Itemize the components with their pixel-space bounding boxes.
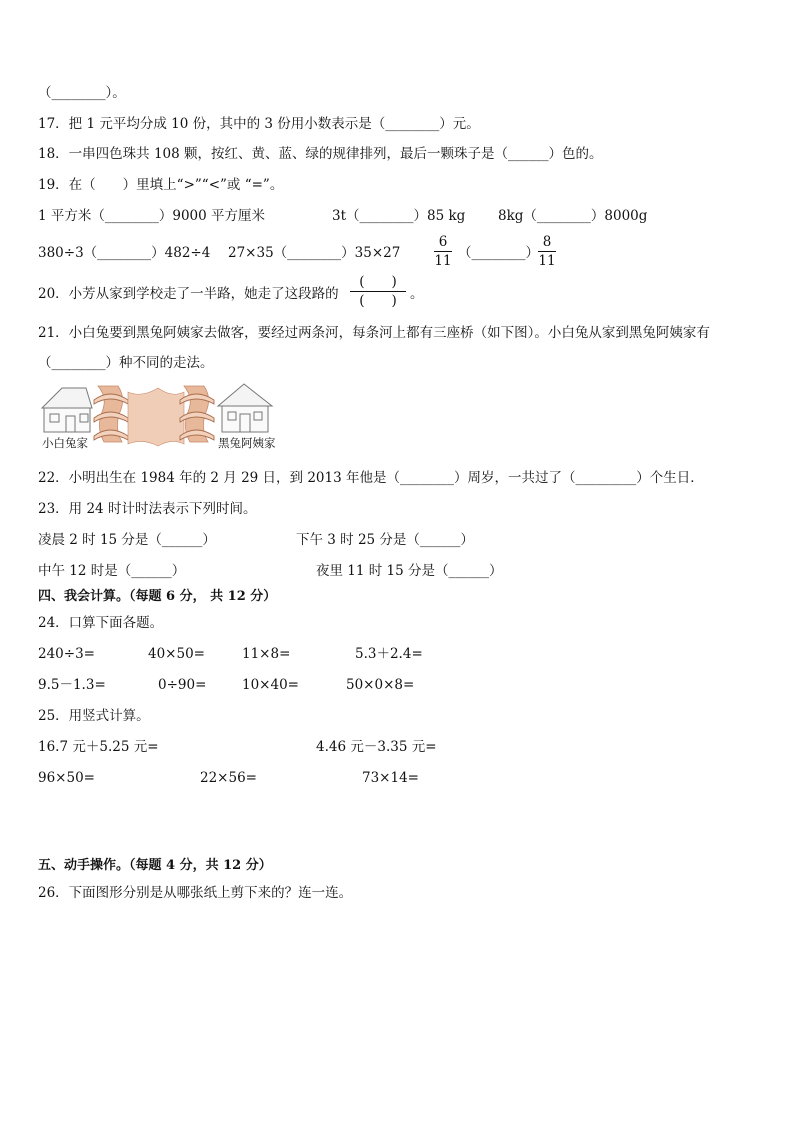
house-icon-right — [218, 384, 272, 432]
fraction-numerator: 6 — [438, 234, 448, 250]
question-22: 22．小明出生在 1984 年的 2 月 29 日，到 2013 年他是（________）周岁，一共过了（_________）个生日． — [38, 470, 704, 486]
q19-fraction-blank: （________） — [458, 245, 539, 261]
q19-item-3: 8kg（________）8000g — [498, 208, 648, 224]
q25-item: 22×56= — [200, 770, 257, 786]
question-24-stem: 24．口算下面各题。 — [38, 615, 164, 631]
q24-item: 10×40= — [242, 677, 299, 693]
label-white-rabbit-home: 小白兔家 — [42, 436, 88, 450]
question-25-stem: 25．用竖式计算。 — [38, 708, 150, 724]
q24-item: 11×8= — [242, 646, 291, 662]
q25-item: 96×50= — [38, 770, 95, 786]
q19-item-1: 1 平方米（________）9000 平方厘米 — [38, 208, 266, 224]
question-26: 26．下面图形分别是从哪张纸上剪下来的？连一连。 — [38, 885, 353, 901]
bridges-illustration — [38, 378, 282, 454]
q24-item: 240÷3= — [38, 646, 95, 662]
q19-fraction-right — [538, 234, 556, 269]
q24-item: 5.3＋2.4= — [355, 646, 423, 662]
fraction-denominator: 11 — [434, 253, 452, 269]
fraction-numerator: ( ) — [359, 274, 397, 290]
q25-item: 73×14= — [362, 770, 419, 786]
house-icon-left — [42, 388, 92, 432]
q19-fraction-left — [434, 234, 452, 269]
q25-item: 4.46 元－3.35 元= — [316, 739, 437, 755]
q24-item: 9.5－1.3= — [38, 677, 106, 693]
q16-tail: （________）。 — [38, 85, 126, 101]
question-23-stem: 23．用 24 时计时法表示下列时间。 — [38, 501, 257, 517]
fraction-numerator: 8 — [542, 234, 552, 250]
q24-item: 50×0×8= — [346, 677, 415, 693]
q20-end: 。 — [410, 286, 424, 302]
q25-item: 16.7 元＋5.25 元= — [38, 739, 159, 755]
section-5-heading: 五、动手操作。（每题 4 分，共 12 分） — [38, 858, 272, 873]
road-middle — [128, 388, 184, 446]
q24-item: 40×50= — [148, 646, 205, 662]
q20-fraction-blank — [350, 274, 406, 309]
question-20: 20．小芳从家到学校走了一半路，她走了这段路的 — [38, 286, 339, 302]
q24-item: 0÷90= — [158, 677, 207, 693]
q19-item-2: 3t（________）85 kg — [332, 208, 466, 224]
fraction-denominator: 11 — [538, 253, 556, 269]
question-17: 17．把 1 元平均分成 10 份，其中的 3 份用小数表示是（________）元。 — [38, 116, 480, 132]
question-21-line1: 21．小白兔要到黑兔阿姨家去做客，要经过两条河，每条河上都有三座桥（如下图）。小白兔从家到黑兔阿姨家有 — [38, 325, 710, 341]
section-4-heading: 四、我会计算。（每题 6 分， 共 12 分） — [38, 589, 277, 604]
q19-item-5: 27×35（________）35×27 — [228, 245, 401, 261]
question-18: 18．一串四色珠共 108 颗，按红、黄、蓝、绿的规律排列，最后一颗珠子是（______）色的。 — [38, 146, 603, 162]
question-19-stem: 19．在（ ）里填上“>”“<”或 “=”。 — [38, 177, 284, 193]
q19-item-4: 380÷3（________）482÷4 — [38, 245, 211, 261]
question-21-line2: （________）种不同的走法。 — [38, 355, 214, 371]
q23-item-a: 凌晨 2 时 15 分是（______） — [38, 532, 216, 548]
fraction-denominator: ( ) — [359, 293, 397, 309]
q23-item-b: 下午 3 时 25 分是（______） — [296, 532, 474, 548]
q23-item-c: 中午 12 时是（______） — [38, 563, 186, 579]
label-black-rabbit-home: 黑兔阿姨家 — [218, 436, 276, 450]
q23-item-d: 夜里 11 时 15 分是（______） — [316, 563, 503, 579]
